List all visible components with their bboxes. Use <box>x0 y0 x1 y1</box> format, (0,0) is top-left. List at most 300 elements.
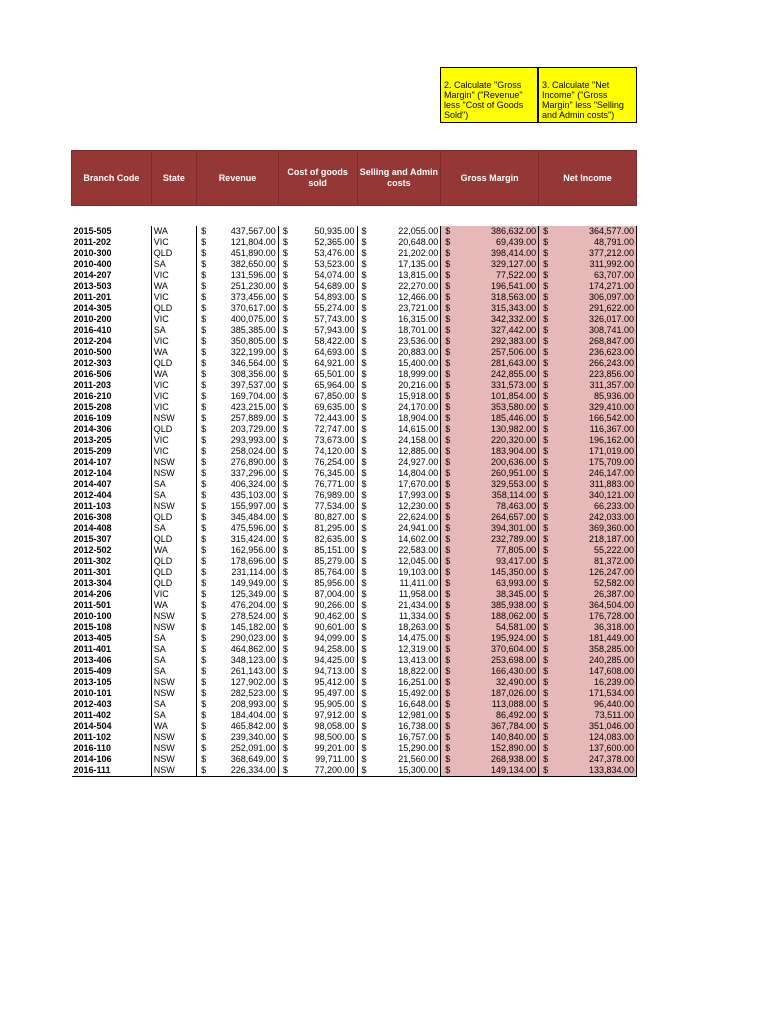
net-income-cell[interactable] <box>539 435 637 446</box>
cogs-cell[interactable] <box>278 259 357 270</box>
branch-code-cell[interactable]: 2016-111 <box>72 765 152 777</box>
cogs-cell[interactable] <box>278 336 357 347</box>
cogs-cell[interactable] <box>278 578 357 589</box>
selling-admin-cell[interactable] <box>357 754 441 765</box>
cogs-cell[interactable] <box>278 633 357 644</box>
selling-admin-cell[interactable] <box>357 622 441 633</box>
net-income-cell[interactable] <box>539 358 637 369</box>
selling-admin-cell[interactable] <box>357 391 441 402</box>
gross-margin-cell[interactable] <box>441 479 539 490</box>
branch-code-cell[interactable]: 2012-502 <box>72 545 152 556</box>
gross-margin-cell[interactable] <box>441 314 539 325</box>
selling-admin-cell[interactable] <box>357 644 441 655</box>
revenue-cell[interactable] <box>197 292 279 303</box>
state-cell[interactable]: VIC <box>151 292 196 303</box>
gross-margin-cell[interactable] <box>441 424 539 435</box>
net-income-cell[interactable] <box>539 380 637 391</box>
selling-admin-cell[interactable] <box>357 369 441 380</box>
cogs-cell[interactable] <box>278 303 357 314</box>
state-cell[interactable]: VIC <box>151 391 196 402</box>
revenue-cell[interactable] <box>197 633 279 644</box>
gross-margin-cell[interactable] <box>441 490 539 501</box>
net-income-cell[interactable] <box>539 369 637 380</box>
selling-admin-cell[interactable] <box>357 435 441 446</box>
branch-code-cell[interactable]: 2011-402 <box>72 710 152 721</box>
revenue-cell[interactable] <box>197 622 279 633</box>
net-income-cell[interactable] <box>539 523 637 534</box>
gross-margin-cell[interactable] <box>441 501 539 512</box>
gross-margin-cell[interactable] <box>441 347 539 358</box>
branch-code-cell[interactable]: 2014-504 <box>72 721 152 732</box>
net-income-cell[interactable] <box>539 336 637 347</box>
gross-margin-cell[interactable] <box>441 281 539 292</box>
net-income-cell[interactable] <box>539 446 637 457</box>
branch-code-cell[interactable]: 2010-400 <box>72 259 152 270</box>
net-income-cell[interactable] <box>539 688 637 699</box>
gross-margin-cell[interactable] <box>441 325 539 336</box>
header-branch-code[interactable]: Branch Code <box>72 151 152 206</box>
state-cell[interactable]: QLD <box>151 567 196 578</box>
cogs-cell[interactable] <box>278 501 357 512</box>
branch-code-cell[interactable]: 2015-208 <box>72 402 152 413</box>
net-income-cell[interactable] <box>539 710 637 721</box>
revenue-cell[interactable] <box>197 237 279 248</box>
cogs-cell[interactable] <box>278 655 357 666</box>
revenue-cell[interactable] <box>197 391 279 402</box>
net-income-cell[interactable] <box>539 512 637 523</box>
net-income-cell[interactable] <box>539 259 637 270</box>
gross-margin-cell[interactable] <box>441 765 539 777</box>
branch-code-cell[interactable]: 2014-407 <box>72 479 152 490</box>
revenue-cell[interactable] <box>197 545 279 556</box>
revenue-cell[interactable] <box>197 534 279 545</box>
cogs-cell[interactable] <box>278 523 357 534</box>
selling-admin-cell[interactable] <box>357 270 441 281</box>
net-income-cell[interactable] <box>539 468 637 479</box>
gross-margin-cell[interactable] <box>441 611 539 622</box>
selling-admin-cell[interactable] <box>357 468 441 479</box>
state-cell[interactable]: VIC <box>151 589 196 600</box>
net-income-cell[interactable] <box>539 314 637 325</box>
gross-margin-cell[interactable] <box>441 358 539 369</box>
gross-margin-cell[interactable] <box>441 270 539 281</box>
revenue-cell[interactable] <box>197 446 279 457</box>
gross-margin-cell[interactable] <box>441 721 539 732</box>
net-income-cell[interactable] <box>539 600 637 611</box>
state-cell[interactable]: SA <box>151 655 196 666</box>
cogs-cell[interactable] <box>278 369 357 380</box>
cogs-cell[interactable] <box>278 765 357 777</box>
branch-code-cell[interactable]: 2010-100 <box>72 611 152 622</box>
header-revenue[interactable]: Revenue <box>197 151 279 206</box>
cogs-cell[interactable] <box>278 743 357 754</box>
branch-code-cell[interactable]: 2012-404 <box>72 490 152 501</box>
gross-margin-cell[interactable] <box>441 677 539 688</box>
branch-code-cell[interactable]: 2010-300 <box>72 248 152 259</box>
cogs-cell[interactable] <box>278 435 357 446</box>
cogs-cell[interactable] <box>278 479 357 490</box>
selling-admin-cell[interactable] <box>357 743 441 754</box>
selling-admin-cell[interactable] <box>357 556 441 567</box>
revenue-cell[interactable] <box>197 710 279 721</box>
revenue-cell[interactable] <box>197 589 279 600</box>
state-cell[interactable]: VIC <box>151 237 196 248</box>
branch-code-cell[interactable]: 2016-210 <box>72 391 152 402</box>
gross-margin-cell[interactable] <box>441 435 539 446</box>
selling-admin-cell[interactable] <box>357 501 441 512</box>
gross-margin-cell[interactable] <box>441 292 539 303</box>
net-income-cell[interactable] <box>539 303 637 314</box>
selling-admin-cell[interactable] <box>357 534 441 545</box>
gross-margin-cell[interactable] <box>441 369 539 380</box>
revenue-cell[interactable] <box>197 413 279 424</box>
net-income-cell[interactable] <box>539 424 637 435</box>
branch-code-cell[interactable]: 2013-205 <box>72 435 152 446</box>
cogs-cell[interactable] <box>278 457 357 468</box>
branch-code-cell[interactable]: 2011-202 <box>72 237 152 248</box>
gross-margin-cell[interactable] <box>441 710 539 721</box>
net-income-cell[interactable] <box>539 490 637 501</box>
state-cell[interactable]: VIC <box>151 380 196 391</box>
cogs-cell[interactable] <box>278 446 357 457</box>
state-cell[interactable]: NSW <box>151 501 196 512</box>
cogs-cell[interactable] <box>278 391 357 402</box>
selling-admin-cell[interactable] <box>357 402 441 413</box>
selling-admin-cell[interactable] <box>357 226 441 237</box>
cogs-cell[interactable] <box>278 666 357 677</box>
gross-margin-cell[interactable] <box>441 754 539 765</box>
gross-margin-cell[interactable] <box>441 600 539 611</box>
selling-admin-cell[interactable] <box>357 600 441 611</box>
state-cell[interactable]: NSW <box>151 743 196 754</box>
gross-margin-cell[interactable] <box>441 545 539 556</box>
state-cell[interactable]: SA <box>151 633 196 644</box>
gross-margin-cell[interactable] <box>441 248 539 259</box>
net-income-cell[interactable] <box>539 721 637 732</box>
state-cell[interactable]: NSW <box>151 611 196 622</box>
revenue-cell[interactable] <box>197 490 279 501</box>
selling-admin-cell[interactable] <box>357 721 441 732</box>
net-income-cell[interactable] <box>539 292 637 303</box>
net-income-cell[interactable] <box>539 622 637 633</box>
branch-code-cell[interactable]: 2012-204 <box>72 336 152 347</box>
net-income-cell[interactable] <box>539 655 637 666</box>
revenue-cell[interactable] <box>197 358 279 369</box>
cogs-cell[interactable] <box>278 358 357 369</box>
net-income-cell[interactable] <box>539 556 637 567</box>
revenue-cell[interactable] <box>197 314 279 325</box>
header-gross-margin[interactable]: Gross Margin <box>441 151 539 206</box>
branch-code-cell[interactable]: 2014-107 <box>72 457 152 468</box>
cogs-cell[interactable] <box>278 237 357 248</box>
revenue-cell[interactable] <box>197 369 279 380</box>
gross-margin-cell[interactable] <box>441 633 539 644</box>
revenue-cell[interactable] <box>197 611 279 622</box>
branch-code-cell[interactable]: 2013-105 <box>72 677 152 688</box>
revenue-cell[interactable] <box>197 336 279 347</box>
gross-margin-cell[interactable] <box>441 237 539 248</box>
branch-code-cell[interactable]: 2015-307 <box>72 534 152 545</box>
net-income-cell[interactable] <box>539 248 637 259</box>
net-income-cell[interactable] <box>539 666 637 677</box>
branch-code-cell[interactable]: 2012-303 <box>72 358 152 369</box>
state-cell[interactable]: QLD <box>151 512 196 523</box>
net-income-cell[interactable] <box>539 765 637 777</box>
branch-code-cell[interactable]: 2014-207 <box>72 270 152 281</box>
selling-admin-cell[interactable] <box>357 237 441 248</box>
net-income-cell[interactable] <box>539 743 637 754</box>
net-income-cell[interactable] <box>539 402 637 413</box>
cogs-cell[interactable] <box>278 600 357 611</box>
state-cell[interactable]: WA <box>151 600 196 611</box>
selling-admin-cell[interactable] <box>357 380 441 391</box>
state-cell[interactable]: SA <box>151 490 196 501</box>
branch-code-cell[interactable]: 2011-102 <box>72 732 152 743</box>
revenue-cell[interactable] <box>197 270 279 281</box>
cogs-cell[interactable] <box>278 424 357 435</box>
net-income-cell[interactable] <box>539 226 637 237</box>
state-cell[interactable]: QLD <box>151 303 196 314</box>
cogs-cell[interactable] <box>278 248 357 259</box>
gross-margin-cell[interactable] <box>441 512 539 523</box>
branch-code-cell[interactable]: 2016-110 <box>72 743 152 754</box>
selling-admin-cell[interactable] <box>357 325 441 336</box>
state-cell[interactable]: QLD <box>151 248 196 259</box>
gross-margin-cell[interactable] <box>441 578 539 589</box>
state-cell[interactable]: SA <box>151 259 196 270</box>
state-cell[interactable]: SA <box>151 644 196 655</box>
header-selling-admin-costs[interactable]: Selling and Admin costs <box>357 151 441 206</box>
net-income-cell[interactable] <box>539 413 637 424</box>
state-cell[interactable]: QLD <box>151 578 196 589</box>
gross-margin-cell[interactable] <box>441 534 539 545</box>
cogs-cell[interactable] <box>278 490 357 501</box>
selling-admin-cell[interactable] <box>357 281 441 292</box>
selling-admin-cell[interactable] <box>357 479 441 490</box>
cogs-cell[interactable] <box>278 567 357 578</box>
cogs-cell[interactable] <box>278 710 357 721</box>
state-cell[interactable]: SA <box>151 699 196 710</box>
state-cell[interactable]: QLD <box>151 424 196 435</box>
revenue-cell[interactable] <box>197 743 279 754</box>
state-cell[interactable]: NSW <box>151 413 196 424</box>
branch-code-cell[interactable]: 2014-206 <box>72 589 152 600</box>
net-income-cell[interactable] <box>539 545 637 556</box>
cogs-cell[interactable] <box>278 732 357 743</box>
gross-margin-cell[interactable] <box>441 655 539 666</box>
revenue-cell[interactable] <box>197 765 279 777</box>
gross-margin-cell[interactable] <box>441 391 539 402</box>
revenue-cell[interactable] <box>197 281 279 292</box>
revenue-cell[interactable] <box>197 655 279 666</box>
state-cell[interactable]: QLD <box>151 534 196 545</box>
branch-code-cell[interactable]: 2010-500 <box>72 347 152 358</box>
gross-margin-cell[interactable] <box>441 666 539 677</box>
gross-margin-cell[interactable] <box>441 743 539 754</box>
selling-admin-cell[interactable] <box>357 655 441 666</box>
net-income-cell[interactable] <box>539 633 637 644</box>
branch-code-cell[interactable]: 2010-101 <box>72 688 152 699</box>
selling-admin-cell[interactable] <box>357 347 441 358</box>
revenue-cell[interactable] <box>197 699 279 710</box>
net-income-cell[interactable] <box>539 567 637 578</box>
branch-code-cell[interactable]: 2014-306 <box>72 424 152 435</box>
selling-admin-cell[interactable] <box>357 567 441 578</box>
net-income-cell[interactable] <box>539 578 637 589</box>
selling-admin-cell[interactable] <box>357 424 441 435</box>
gross-margin-cell[interactable] <box>441 226 539 237</box>
state-cell[interactable]: NSW <box>151 765 196 777</box>
gross-margin-cell[interactable] <box>441 402 539 413</box>
selling-admin-cell[interactable] <box>357 523 441 534</box>
state-cell[interactable]: NSW <box>151 457 196 468</box>
state-cell[interactable]: NSW <box>151 688 196 699</box>
selling-admin-cell[interactable] <box>357 611 441 622</box>
revenue-cell[interactable] <box>197 479 279 490</box>
revenue-cell[interactable] <box>197 468 279 479</box>
gross-margin-cell[interactable] <box>441 732 539 743</box>
revenue-cell[interactable] <box>197 644 279 655</box>
cogs-cell[interactable] <box>278 281 357 292</box>
gross-margin-cell[interactable] <box>441 259 539 270</box>
selling-admin-cell[interactable] <box>357 457 441 468</box>
state-cell[interactable]: SA <box>151 523 196 534</box>
revenue-cell[interactable] <box>197 303 279 314</box>
branch-code-cell[interactable]: 2016-308 <box>72 512 152 523</box>
cogs-cell[interactable] <box>278 677 357 688</box>
gross-margin-cell[interactable] <box>441 457 539 468</box>
branch-code-cell[interactable]: 2015-108 <box>72 622 152 633</box>
revenue-cell[interactable] <box>197 435 279 446</box>
selling-admin-cell[interactable] <box>357 413 441 424</box>
revenue-cell[interactable] <box>197 688 279 699</box>
branch-code-cell[interactable]: 2014-106 <box>72 754 152 765</box>
state-cell[interactable]: NSW <box>151 677 196 688</box>
selling-admin-cell[interactable] <box>357 314 441 325</box>
branch-code-cell[interactable]: 2014-408 <box>72 523 152 534</box>
revenue-cell[interactable] <box>197 754 279 765</box>
state-cell[interactable]: QLD <box>151 556 196 567</box>
cogs-cell[interactable] <box>278 226 357 237</box>
selling-admin-cell[interactable] <box>357 688 441 699</box>
selling-admin-cell[interactable] <box>357 732 441 743</box>
revenue-cell[interactable] <box>197 325 279 336</box>
gross-margin-cell[interactable] <box>441 380 539 391</box>
cogs-cell[interactable] <box>278 325 357 336</box>
gross-margin-cell[interactable] <box>441 622 539 633</box>
revenue-cell[interactable] <box>197 380 279 391</box>
cogs-cell[interactable] <box>278 644 357 655</box>
header-state[interactable]: State <box>151 151 196 206</box>
state-cell[interactable]: WA <box>151 226 196 237</box>
selling-admin-cell[interactable] <box>357 589 441 600</box>
state-cell[interactable]: VIC <box>151 314 196 325</box>
selling-admin-cell[interactable] <box>357 765 441 777</box>
branch-code-cell[interactable]: 2011-201 <box>72 292 152 303</box>
branch-code-cell[interactable]: 2016-410 <box>72 325 152 336</box>
selling-admin-cell[interactable] <box>357 490 441 501</box>
revenue-cell[interactable] <box>197 259 279 270</box>
revenue-cell[interactable] <box>197 721 279 732</box>
net-income-cell[interactable] <box>539 589 637 600</box>
net-income-cell[interactable] <box>539 754 637 765</box>
cogs-cell[interactable] <box>278 611 357 622</box>
header-net-income[interactable]: Net Income <box>539 151 637 206</box>
gross-margin-cell[interactable] <box>441 413 539 424</box>
branch-code-cell[interactable]: 2016-506 <box>72 369 152 380</box>
cogs-cell[interactable] <box>278 468 357 479</box>
state-cell[interactable]: WA <box>151 347 196 358</box>
state-cell[interactable]: WA <box>151 545 196 556</box>
branch-code-cell[interactable]: 2013-405 <box>72 633 152 644</box>
branch-code-cell[interactable]: 2015-505 <box>72 226 152 237</box>
revenue-cell[interactable] <box>197 600 279 611</box>
selling-admin-cell[interactable] <box>357 578 441 589</box>
gross-margin-cell[interactable] <box>441 468 539 479</box>
cogs-cell[interactable] <box>278 534 357 545</box>
selling-admin-cell[interactable] <box>357 666 441 677</box>
branch-code-cell[interactable]: 2011-203 <box>72 380 152 391</box>
state-cell[interactable]: SA <box>151 479 196 490</box>
cogs-cell[interactable] <box>278 754 357 765</box>
branch-code-cell[interactable]: 2011-302 <box>72 556 152 567</box>
gross-margin-cell[interactable] <box>441 644 539 655</box>
cogs-cell[interactable] <box>278 270 357 281</box>
branch-code-cell[interactable]: 2015-209 <box>72 446 152 457</box>
revenue-cell[interactable] <box>197 666 279 677</box>
state-cell[interactable]: WA <box>151 721 196 732</box>
revenue-cell[interactable] <box>197 556 279 567</box>
cogs-cell[interactable] <box>278 512 357 523</box>
selling-admin-cell[interactable] <box>357 512 441 523</box>
net-income-cell[interactable] <box>539 501 637 512</box>
gross-margin-cell[interactable] <box>441 688 539 699</box>
branch-code-cell[interactable]: 2013-304 <box>72 578 152 589</box>
cogs-cell[interactable] <box>278 402 357 413</box>
revenue-cell[interactable] <box>197 424 279 435</box>
state-cell[interactable]: WA <box>151 369 196 380</box>
revenue-cell[interactable] <box>197 501 279 512</box>
cogs-cell[interactable] <box>278 699 357 710</box>
cogs-cell[interactable] <box>278 413 357 424</box>
branch-code-cell[interactable]: 2011-501 <box>72 600 152 611</box>
cogs-cell[interactable] <box>278 545 357 556</box>
net-income-cell[interactable] <box>539 677 637 688</box>
state-cell[interactable]: VIC <box>151 446 196 457</box>
state-cell[interactable]: SA <box>151 710 196 721</box>
state-cell[interactable]: VIC <box>151 270 196 281</box>
cogs-cell[interactable] <box>278 314 357 325</box>
state-cell[interactable]: VIC <box>151 336 196 347</box>
net-income-cell[interactable] <box>539 237 637 248</box>
net-income-cell[interactable] <box>539 391 637 402</box>
branch-code-cell[interactable]: 2011-103 <box>72 501 152 512</box>
cogs-cell[interactable] <box>278 292 357 303</box>
gross-margin-cell[interactable] <box>441 699 539 710</box>
state-cell[interactable]: SA <box>151 666 196 677</box>
net-income-cell[interactable] <box>539 325 637 336</box>
branch-code-cell[interactable]: 2012-104 <box>72 468 152 479</box>
net-income-cell[interactable] <box>539 732 637 743</box>
branch-code-cell[interactable]: 2011-301 <box>72 567 152 578</box>
selling-admin-cell[interactable] <box>357 259 441 270</box>
cogs-cell[interactable] <box>278 622 357 633</box>
branch-code-cell[interactable]: 2013-503 <box>72 281 152 292</box>
revenue-cell[interactable] <box>197 512 279 523</box>
cogs-cell[interactable] <box>278 589 357 600</box>
state-cell[interactable]: NSW <box>151 754 196 765</box>
net-income-cell[interactable] <box>539 479 637 490</box>
